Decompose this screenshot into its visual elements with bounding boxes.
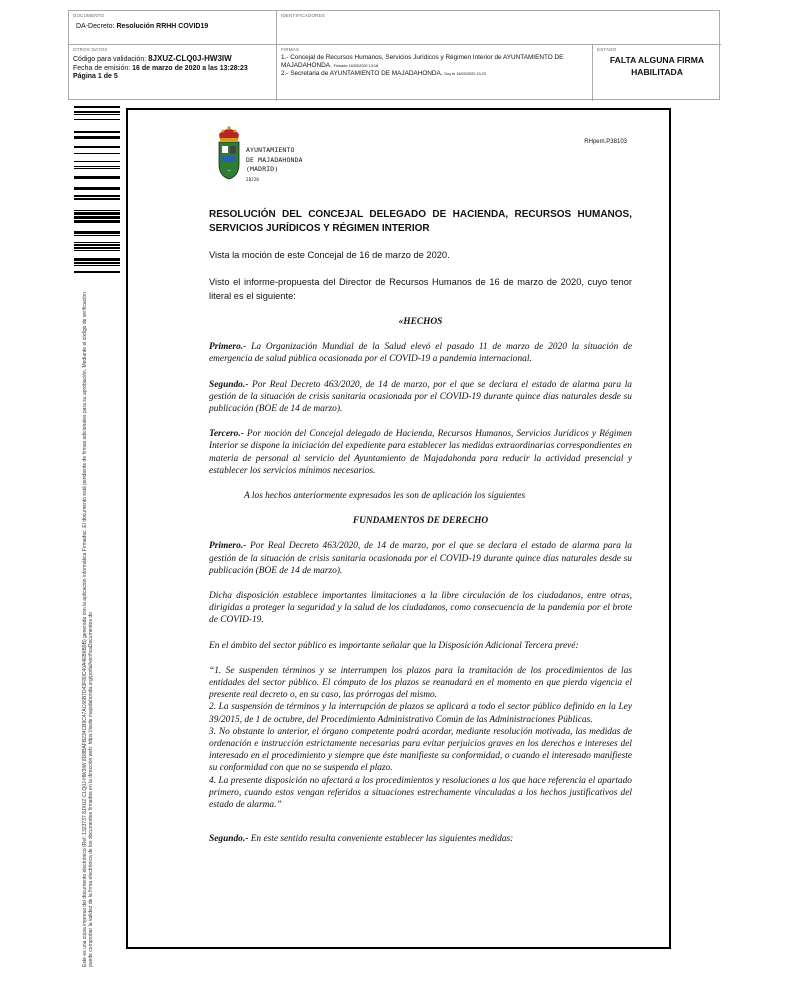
side-verification-text: Este es una copia impresa del documento electrónico (Ref: 1323737 8JXUZ-CLQ0J-HW3IW 8D8BAFB234CB9C47AC66B7D43F80C40A4EB6B9B) generada con la aplicación informática Firmadoc. El documento está pendiente de firmas adicionales para su aprobación. Mediante el código de verificación puede comprobar la validez de la firma electrónica de los documentos firmados en la dirección web: https://sede.majadahonda.org/portal/verificaDocumentos.do xyxy=(82,292,95,967)
documento-label: DOCUMENTO xyxy=(73,13,105,18)
letterhead-line-1: AYUNTAMIENTO xyxy=(246,146,295,154)
firmas-label: FIRMAS xyxy=(281,47,300,52)
hecho-segundo-label: Segundo.- xyxy=(209,379,249,390)
hechos-heading: «HECHOS xyxy=(398,317,443,327)
fundamento-paragraph-2: Dicha disposición establece importantes limitaciones a la libre circulación de los ciudadanos, entre otras, dirigidas a proteger la seguridad y la salud de los ciudadanos, como consecuencia de la pandemia por el brote de COVID-19. xyxy=(209,591,632,626)
quote-item-3: 3. No obstante lo anterior, el órgano competente podrá acordar, mediante resolución motivada, las medidas de ordenación e instrucción estrictamente necesarias para evitar perjuicios graves en los derechos e intereses del interesado en el procedimiento y siempre que éste manifieste su conformidad, o cuando el interesado manifieste su conformidad con que no se suspenda el plazo. xyxy=(209,726,632,774)
fundamento-segundo-text: En este sentido resulta conveniente establecer las siguientes medidas: xyxy=(248,834,514,845)
document-header xyxy=(68,10,720,100)
document-page xyxy=(126,108,671,949)
quote-item-4: 4. La presente disposición no afectará a los procedimientos y resoluciones a los que hace referencia el apartado primero, cuando estos vengan referidos a situaciones estrechamente vinculadas a los hechos justificativos del estado de alarma.” xyxy=(209,775,632,811)
letterhead-small: 28220 xyxy=(246,176,260,182)
documento-prefix: DA-Decreto: xyxy=(76,23,117,30)
fundamento-segundo-label: Segundo.- xyxy=(209,834,249,845)
document-body xyxy=(209,208,632,846)
fundamento-primero-text: Por Real Decreto 463/2020, de 14 de marzo, por el que se declara el estado de alarma para la gestión de la situación de crisis sanitaria ocasionada por el COVID-19 durante quince días naturales desde su publicación (BOE de 14 de marzo). xyxy=(209,541,632,576)
pagina-indicator: Página 1 de 5 xyxy=(73,73,118,80)
codigo-validacion: 8JXUZ-CLQ0J-HW3IW xyxy=(148,54,232,63)
letterhead-line-3: (MADRID) xyxy=(246,165,279,173)
hecho-segundo-text: Por Real Decreto 463/2020, de 14 de marzo, por el que se declara el estado de alarma para la gestión de la situación de crisis sanitaria ocasionada por el COVID-19 durante quince días naturales desde su publicación (BOE de 14 de marzo). xyxy=(209,379,632,415)
quote-item-2: 2. La suspensión de términos y la interrupción de plazos se aplicará a todo el sector público definido en la Ley 39/2015, de 1 de octubre, del Procedimiento Administrativo Común de las Administraciones Públicas. xyxy=(209,702,632,725)
estado-value: FALTA ALGUNA FIRMA HABILITADA xyxy=(609,55,705,77)
firma-2: 2.- Secretaria de AYUNTAMIENTO DE MAJADAHONDA. xyxy=(281,70,443,78)
otros-datos-label: OTROS DATOS xyxy=(73,47,108,52)
codigo-prefix: Código para validación: xyxy=(73,56,149,63)
fundamento-primero xyxy=(209,540,632,577)
firmas-cell xyxy=(277,45,593,101)
barcode-image xyxy=(74,106,120,278)
document-title: RESOLUCIÓN DEL CONCEJAL DELEGADO DE HACIENDA, RECURSOS HUMANOS, SERVICIOS JURÍDICOS Y RÉGIMEN INTERIOR xyxy=(209,209,632,234)
fundamentos-heading: FUNDAMENTOS DE DERECHO xyxy=(352,516,489,527)
quoted-provision xyxy=(209,665,632,811)
estado-cell xyxy=(593,45,721,101)
fundamento-paragraph-3: En el ámbito del sector público es importante señalar que la Disposición Adicional Tercera prevé: xyxy=(209,640,579,651)
estado-label: ESTADO xyxy=(597,47,617,52)
documento-cell xyxy=(69,11,277,45)
fundamento-segundo xyxy=(209,833,632,845)
fundamento-primero-label: Primero.- xyxy=(209,541,247,552)
coat-of-arms-icon xyxy=(214,124,244,184)
paragraph-visto: Visto el informe-propuesta del Director de Recursos Humanos de 16 de marzo de 2020, cuyo tenor literal es el siguiente: xyxy=(209,277,632,301)
document-reference: RHpem.P38103 xyxy=(584,139,627,145)
identificadores-label: IDENTIFICADORES xyxy=(281,13,326,18)
hecho-primero-text: La Organización Mundial de la Salud elevó el pasado 11 de marzo de 2020 la situación de emergencia de salud pública ocasionada por el COVID-19 a pandemia internacional. xyxy=(209,342,632,365)
paragraph-vista: Vista la moción de este Concejal de 16 de marzo de 2020. xyxy=(209,250,450,260)
otros-datos-cell xyxy=(69,45,277,101)
svg-text:~: ~ xyxy=(227,168,231,173)
hecho-tercero-text: Por moción del Concejal delegado de Hacienda, Recursos Humanos, Servicios Jurídicos y Régimen Interior se dispone la iniciación del expediente para establecer las medidas extraordinarias correspondientes en materia de personal al servicio del Ayuntamiento de Majadahonda para reducir la actividad presencial y establecer los servicios mínimos necesarios. xyxy=(209,429,632,476)
documento-value: Resolución RRHH COVID19 xyxy=(116,23,209,30)
firma-2-meta: Doy fe 16/03/2020 13:23 xyxy=(444,72,486,77)
letterhead xyxy=(246,146,303,184)
identificadores-cell xyxy=(277,11,721,45)
hecho-segundo xyxy=(209,379,632,416)
firma-1-meta: Firmado 16/03/2020 13:18 xyxy=(333,63,379,68)
firma-1: 1.- Concejal de Recursos Humanos, Servicios Jurídicos y Régimen Interior de AYUNTAMIENTO DE MAJADAHONDA. xyxy=(281,54,564,69)
hechos-closing: A los hechos anteriormente expresados les son de aplicación los siguientes xyxy=(244,491,526,502)
quote-item-1: “1. Se suspenden términos y se interrumpen los plazos para la tramitación de los procedimientos de las entidades del sector público. El cómputo de los plazos se reanudará en el momento en que pierda vigencia el presente real decreto o, en su caso, las prórrogas del mismo. xyxy=(209,665,632,701)
letterhead-line-2: DE MAJADAHONDA xyxy=(246,155,303,164)
fecha-prefix: Fecha de emisión: xyxy=(73,64,133,72)
hecho-tercero-label: Tercero.- xyxy=(209,429,244,440)
hecho-primero-label: Primero.- xyxy=(209,342,247,353)
hecho-primero xyxy=(209,341,632,365)
hecho-tercero xyxy=(209,428,632,477)
fecha-emision: 16 de marzo de 2020 a las 13:28:23 xyxy=(132,64,248,72)
